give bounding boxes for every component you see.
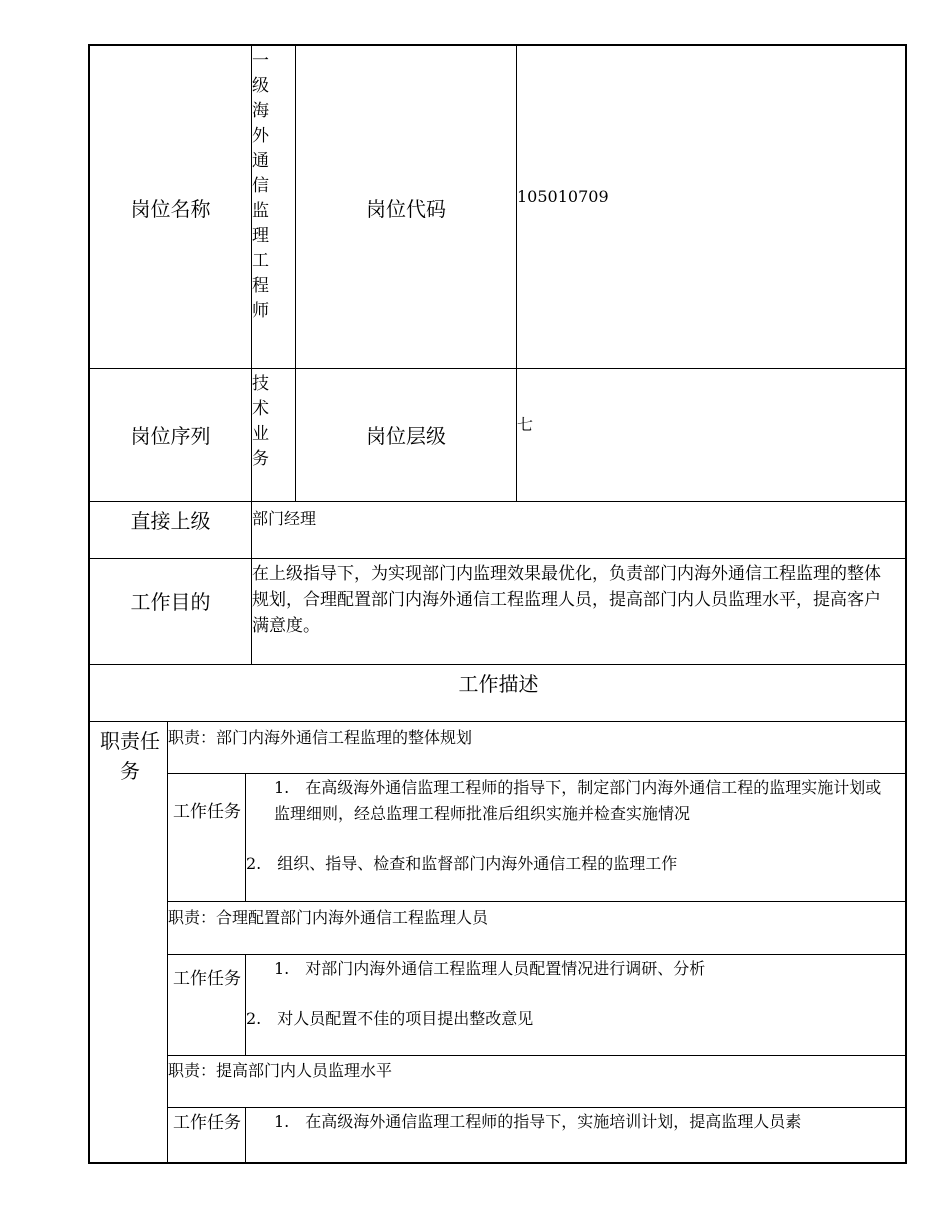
position-name-label: 岗位名称	[130, 196, 211, 221]
direct-superior-value: 部门经理	[252, 509, 317, 528]
work-purpose-label: 工作目的	[130, 590, 211, 614]
work-description-title: 工作描述	[458, 671, 539, 696]
duty-1-task-2: 2. 组织、指导、检查和监督部门内海外通信工程的监理工作	[246, 854, 678, 873]
direct-superior-label: 直接上级	[130, 508, 211, 533]
duty-2-task-1: 1. 对部门内海外通信工程监理人员配置情况进行调研、分析	[274, 959, 706, 978]
duty-1-title: 职责：部门内海外通信工程监理的整体规划	[168, 728, 473, 747]
duty-3-title: 职责：提高部门内人员监理水平	[168, 1061, 393, 1080]
duty-3-task-1: 1. 在高级海外通信监理工程师的指导下，实施培训计划，提高监理人员素	[274, 1112, 802, 1131]
position-level-value: 七	[517, 414, 534, 434]
position-code-label: 岗位代码	[366, 196, 446, 221]
position-level-label: 岗位层级	[366, 424, 446, 448]
work-purpose-value: 在上级指导下，为实现部门内监理效果最优化，负责部门内海外通信工程监理的整体规划，合理配置部门内海外通信工程监理人员，提高部门内人员监理水平，提高客户满意度。	[252, 564, 881, 636]
position-series-label: 岗位序列	[130, 424, 211, 448]
position-name-value: 一级海外通信监理工程师	[252, 51, 269, 321]
duty-3-task-label: 工作任务	[173, 1113, 241, 1133]
duties-label: 职责任务	[100, 729, 160, 783]
position-code-value: 105010709	[517, 187, 609, 206]
duty-2-task-2: 2. 对人员配置不佳的项目提出整改意见	[246, 1009, 534, 1028]
job-description-table	[88, 44, 907, 1164]
duty-1-task-1: 1. 在高级海外通信监理工程师的指导下，制定部门内海外通信工程的监理实施计划或监理细则，经总监理工程师批准后组织实施并检查实施情况	[274, 778, 882, 823]
position-series-value: 技术业务	[252, 374, 269, 469]
duty-2-task-label: 工作任务	[173, 969, 241, 989]
duty-1-task-label: 工作任务	[173, 802, 241, 822]
duty-2-title: 职责：合理配置部门内海外通信工程监理人员	[168, 908, 489, 927]
